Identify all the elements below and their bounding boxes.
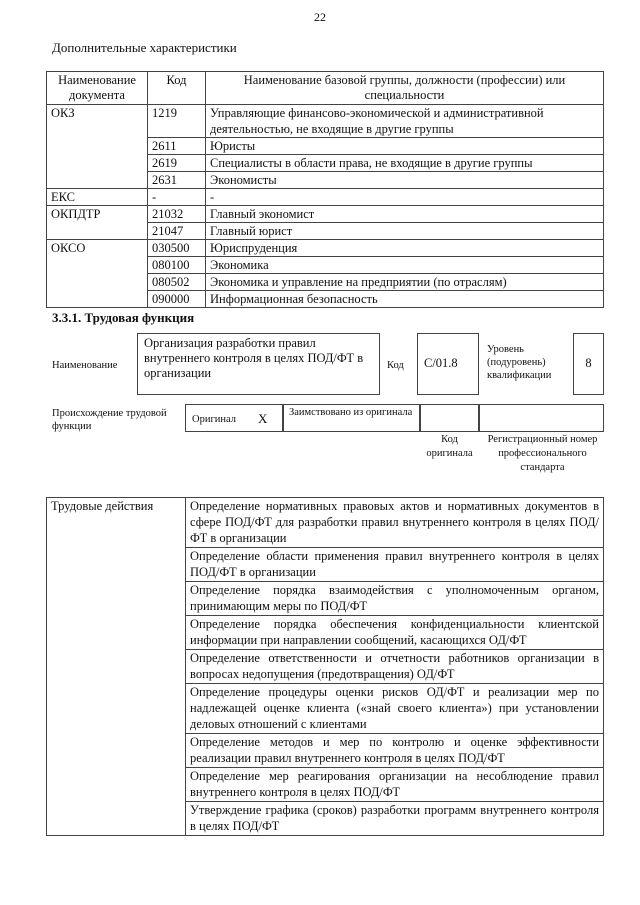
origin-code-caption: Код оригинала: [426, 434, 473, 459]
table-row: [47, 498, 604, 548]
description-cell: -: [206, 189, 604, 206]
origin-label: Происхождение трудовой функции: [52, 408, 167, 432]
function-heading: 3.3.1. Трудовая функция: [52, 310, 195, 325]
labor-action-item: Определение области применения правил внутреннего контроля в целях ПОД/ФТ в организации: [186, 548, 604, 582]
code-field: C/01.8: [417, 333, 479, 395]
description-cell: Юриспруденция: [206, 240, 604, 257]
description-cell: Юристы: [206, 138, 604, 155]
code-cell: 2631: [148, 172, 206, 189]
labor-actions-table: [46, 497, 604, 836]
code-cell: 1219: [148, 105, 206, 138]
code-cell: 030500: [148, 240, 206, 257]
reg-number-caption: Регистрационный номер профессионального стандарта: [487, 434, 598, 473]
description-cell: Экономика: [206, 257, 604, 274]
table-row: [47, 189, 604, 206]
additional-characteristics-table: [46, 71, 604, 308]
labor-action-item: Определение процедуры оценки рисков ОД/ФТ и реализации мер по надлежащей оценке клиента («знай своего клиента») при установлении деловых отношений с клиентами: [186, 684, 604, 734]
labor-action-item: Утверждение графика (сроков) разработки программ внутреннего контроля в целях ПОД/ФТ: [186, 802, 604, 836]
labor-action-item: Определение порядка взаимодействия с уполномоченным органом, принимающим меры по ПОД/ФТ: [186, 582, 604, 616]
code-cell: 080100: [148, 257, 206, 274]
description-cell: Экономисты: [206, 172, 604, 189]
column-header: Код: [148, 72, 206, 105]
column-header: Наименование документа: [47, 72, 148, 105]
document-name-cell: ЕКС: [47, 189, 148, 206]
original-label: Оригинал: [192, 414, 236, 425]
origin-code-cell: [420, 404, 479, 432]
table-row: [47, 206, 604, 223]
original-cell: [185, 404, 283, 432]
function-name-field: Организация разработки правил внутреннего контроля в целях ПОД/ФТ в организации: [137, 333, 380, 395]
description-cell: Главный экономист: [206, 206, 604, 223]
table-row: [47, 240, 604, 257]
code-cell: 21032: [148, 206, 206, 223]
code-cell: 090000: [148, 291, 206, 308]
code-cell: 080502: [148, 274, 206, 291]
code-cell: 2611: [148, 138, 206, 155]
borrowed-cell: Заимствовано из оригинала: [283, 404, 420, 432]
labor-action-item: Определение нормативных правовых актов и нормативных документов в сфере ПОД/ФТ для разработки правил внутреннего контроля в целях ПОД/ФТ в организации: [186, 498, 604, 548]
labor-action-item: Определение мер реагирования организации на несоблюдение правил внутреннего контроля в целях ПОД/ФТ: [186, 768, 604, 802]
description-cell: Экономика и управление на предприятии (по отраслям): [206, 274, 604, 291]
code-label: Код: [387, 360, 404, 371]
code-cell: 21047: [148, 223, 206, 240]
table-row: [47, 105, 604, 138]
column-header: Наименование базовой группы, должности (профессии) или специальности: [206, 72, 604, 105]
code-cell: -: [148, 189, 206, 206]
document-name-cell: ОКПДТР: [47, 206, 148, 240]
level-label: Уровень (подуровень) квалификации: [487, 344, 552, 381]
name-label: Наименование: [52, 360, 118, 371]
labor-action-item: Определение порядка обеспечения конфиденциальности клиентской информации при направлении сообщений, касающихся ОД/ФТ: [186, 616, 604, 650]
code-cell: 2619: [148, 155, 206, 172]
labor-actions-label: Трудовые действия: [47, 498, 186, 836]
description-cell: Главный юрист: [206, 223, 604, 240]
description-cell: Информационная безопасность: [206, 291, 604, 308]
level-field: 8: [573, 333, 604, 395]
reg-number-cell: [479, 404, 604, 432]
labor-action-item: Определение ответственности и отчетности работников организации в вопросах недопущения (предотвращения) ОД/ФТ: [186, 650, 604, 684]
table-header-row: [47, 72, 604, 105]
original-mark: X: [258, 411, 268, 426]
page-number: 22: [314, 10, 326, 24]
document-name-cell: ОКСО: [47, 240, 148, 308]
description-cell: Управляющие финансово-экономической и административной деятельностью, не входящие в другие группы: [206, 105, 604, 138]
labor-action-item: Определение методов и мер по контролю и оценке эффективности реализации правил внутреннего контроля в целях ПОД/ФТ: [186, 734, 604, 768]
description-cell: Специалисты в области права, не входящие в другие группы: [206, 155, 604, 172]
document-name-cell: ОКЗ: [47, 105, 148, 189]
section-title: Дополнительные характеристики: [52, 40, 237, 55]
